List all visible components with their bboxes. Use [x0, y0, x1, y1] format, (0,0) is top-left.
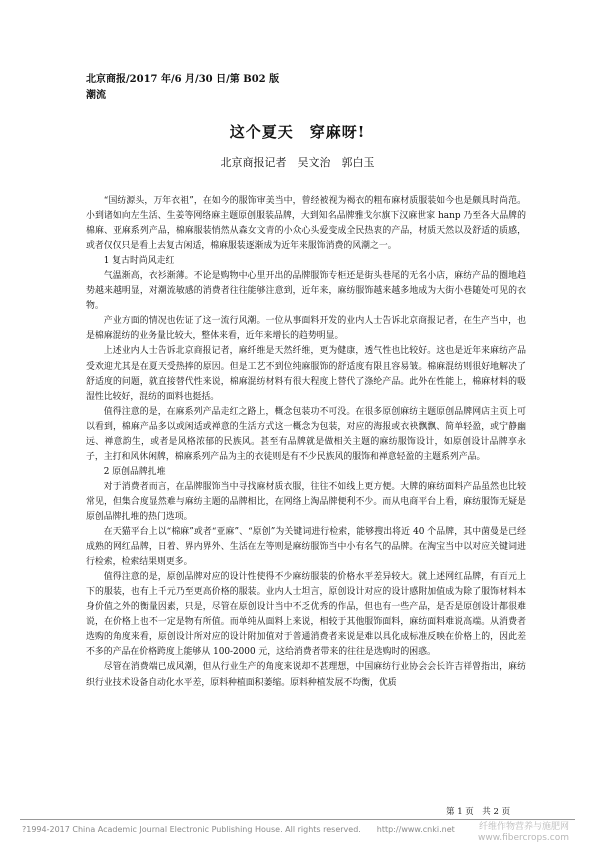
- body-paragraph: 对于消费者而言，在品牌服饰当中寻找麻材质衣服，往往不如线上更方便。大牌的麻纺面料产品虽然也比较常见，但集合度显然难与麻纺主题的品牌相比，在网络上淘品牌便利不少。而从电商平台上看，麻纺服饰无疑是原创品牌扎堆的热门选项。: [86, 481, 526, 522]
- body-paragraph: 值得注意的是，在麻系列产品走红之路上，概念包装功不可没。在很多原创麻纺主题原创品牌网店主页上可以看到，棉麻产品多以或闲适或禅意的生活方式这一概念为包装，对应的海报或衣袂飘飘、简单轻盈，或宁静幽远、禅意韵生，或者是风格浓郁的民族风。甚至有品牌就是做相关主题的麻纺服饰设计，如原创设计品牌享永子，主打和风休闲牌，棉麻系列产品为主的衣徒则是有不少民族风的服饰和禅意轻盈的主题系列产品。: [86, 406, 526, 462]
- section-heading: 2 原创品牌扎堆: [103, 466, 166, 477]
- article-title: 这个夏天 穿麻呀!: [229, 123, 366, 141]
- site-watermark: [478, 822, 569, 844]
- page-number: 第 1 页 共 2 页: [446, 807, 511, 817]
- body-paragraph: “国纺源头，万年衣祖”，在如今的服饰审美当中，曾经被视为褐衣的粗布麻材质服装如今也是颇具时尚范。小到诸如向左生活、生姜等网络麻主题原创服装品牌，大到知名品牌雅戈尔旗下汉麻世家 hanp 乃至各大品牌的棉麻、亚麻系列产品，棉麻服装悄然从森女文青的小众心头爱变成全民热衷的产品，材质天然以及舒适的质感，或者仅仅只是看上去复古闲适，棉麻服装逐渐成为近年来服饰消费的风潮之一。: [86, 196, 526, 252]
- body-paragraph: 尽管在消费端已成风潮，但从行业生产的角度来说却不甚理想，中国麻纺行业协会会长许吉祥曾指出，麻纺织行业技术设备自动化水平差，原料种植面积萎缩。原料种植发展不均衡，优质: [86, 662, 526, 688]
- watermark-title: 纤维作物营养与施肥网: [478, 822, 569, 832]
- body-paragraph: 上述业内人士告诉北京商报记者，麻纤维是天然纤维，更为健康，透气性也比较好。这也是近年来麻纺产品受欢迎尤其是在夏天受热捧的原因。但是工艺不到位纯麻服饰的舒适度有限且容易皱。棉麻混纺则很好地解决了舒适度的问题，就直接替代性来说，棉麻混纺材料有很大程度上替代了涤纶产品。此外在性能上，棉麻材料的吸湿性比较好，混纺的面料也挺括。: [86, 346, 526, 402]
- body-paragraph: 产业方面的情况也佐证了这一流行风潮。一位从事面料开发的业内人士告诉北京商报记者，在生产当中，也是棉麻混纺的业务量比较大，整体来看，近年来增长的趋势明显。: [86, 316, 526, 342]
- article-source-header: [86, 72, 279, 104]
- section-name: 潮流: [86, 90, 106, 101]
- article-byline: 北京商报记者 吴文治 郭白玉: [220, 156, 375, 169]
- watermark-url: www.fibercrops.com: [478, 833, 569, 843]
- footer-divider: [20, 819, 575, 820]
- article-body: [86, 194, 526, 691]
- copyright-footer: ?1994-2017 China Academic Journal Electronic Publishing House. All rights reserved. http://www.cnki.net: [22, 825, 455, 834]
- body-paragraph: 在天猫平台上以“棉麻”或者“亚麻”、“原创”为关键词进行检索，能够搜出将近 40 个品牌，其中菌曼是已经成熟的网红品牌，日着、界内界外、生活在左等则是麻纺服饰当中小有名气的品牌。在淘宝当中以对应关键词进行检索，检索结果则更多。: [86, 527, 526, 568]
- section-heading: 1 复古时尚风走红: [103, 256, 175, 267]
- body-paragraph: 气温渐高，衣衫渐薄。不论是购物中心里开出的品牌服饰专柜还是街头巷尾的无名小店，麻纺产品的圈地趋势越来越明显，对潮流敏感的消费者往往能够注意到，近年来，麻纺服饰越来越多地成为大街小巷随处可见的衣物。: [86, 271, 526, 312]
- body-paragraph: 值得注意的是，原创品牌对应的设计性使得不少麻纺服装的价格水平差异较大。就上述网红品牌，有百元上下的服装，也有上千元乃至更高价格的服装。业内人士坦言，原创设计对应的设计感附加值成为除了服饰材料本身价值之外的衡量因素，只是，尽管在原创设计当中不乏优秀的作品，但也有一些产品，是否是原创设计都很难说，在价格上也不一定是物有所值。而单纯从面料上来说，相较于其他服饰面料，麻纺面料难说高端。从消费者选购的角度来看，原创设计所对应的设计附加值对于普通消费者来说是难以具化成标准反映在价格上的，因此差不多的产品在价格跨度上能够从 100-2000 元，这给消费者带来的往往是选购时的困惑。: [86, 572, 526, 658]
- source-line: 北京商报/2017 年/6 月/30 日/第 B02 版: [86, 74, 280, 85]
